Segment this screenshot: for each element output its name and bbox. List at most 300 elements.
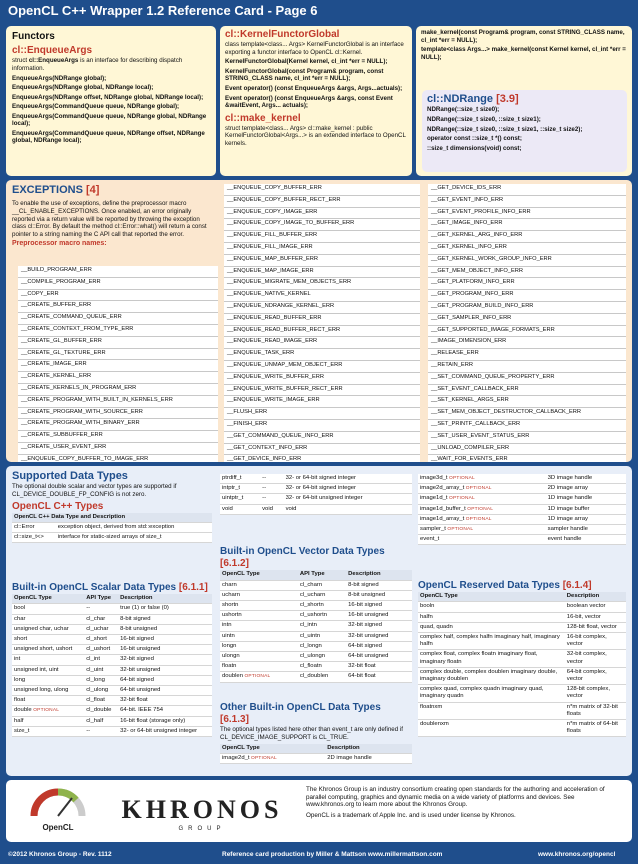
macro-name: __ENQUEUE_COPY_IMAGE_ERR (224, 208, 420, 220)
macro-name: __ENQUEUE_MAP_IMAGE_ERR (224, 267, 420, 279)
vector-row-cell: charn (220, 580, 298, 590)
ptr-row-cell: 32- or 64-bit signed integer (284, 484, 412, 494)
scalar-row-cell: cl_int (84, 655, 118, 665)
enqueueargs-signature: EnqueueArgs(NDRange global, NDRange local); (12, 84, 154, 92)
macro-list-2 (224, 184, 420, 462)
macro-name: __GET_MEM_OBJECT_INFO_ERR (428, 267, 626, 279)
ptr-table (220, 474, 412, 515)
reserved-row-cell: 16-bit, vector (565, 612, 626, 622)
macro-name: __ENQUEUE_FILL_IMAGE_ERR (224, 243, 420, 255)
cpp-types-table (12, 513, 212, 544)
enqueueargs-list (12, 75, 210, 146)
ptr-row-cell: ptrdiff_t (220, 474, 260, 484)
macro-name: __GET_PLATFORM_INFO_ERR (428, 278, 626, 290)
enqueueargs-title: cl::EnqueueArgs (12, 45, 93, 57)
reserved-row-cell: complex float, complex floatn imaginary float, imaginary floatn (418, 650, 565, 667)
page-footer (0, 846, 638, 864)
ndrange-signature: NDRange(::size_t size0); (427, 106, 500, 114)
functors-title: Functors (12, 31, 55, 42)
macro-name: __BUILD_PROGRAM_ERR (18, 266, 218, 278)
scalar-row-cell: short (12, 635, 84, 645)
image-row (418, 525, 626, 535)
reserved-row-cell: halfn (418, 612, 565, 622)
vector-row-cell: 8-bit signed (346, 580, 412, 590)
macro-name: __GET_KERNEL_ARG_INFO_ERR (428, 231, 626, 243)
kernel-functor-panel (220, 26, 412, 176)
make-kernel-title: cl::make_kernel (225, 112, 301, 124)
image-row-cell: sampler_t OPTIONAL (418, 525, 546, 535)
vector-row-cell: 32-bit signed (346, 621, 412, 631)
optional-badge: OPTIONAL (465, 506, 494, 512)
macro-name: __ENQUEUE_COPY_IMAGE_TO_BUFFER_ERR (224, 219, 420, 231)
ptr-section (220, 474, 412, 515)
footer-url[interactable]: www.khronos.org/opencl (538, 851, 616, 858)
image-row (418, 504, 626, 514)
macro-name: __ENQUEUE_TASK_ERR (224, 349, 420, 361)
scalar-row-cell: 16-bit unsigned (118, 645, 212, 655)
scalar-row-cell: 8-bit unsigned (118, 624, 212, 634)
other-desc: The optional types listed here other than event_t are only defined if CL_DEVICE_IMAGE_SUPPORT is CL_TRUE. (220, 726, 403, 741)
cpp-type-row (12, 522, 212, 532)
vector-row-cell: 16-bit unsigned (346, 611, 412, 621)
image-row-cell: image1d_array_t OPTIONAL (418, 514, 546, 524)
macro-name: __RELEASE_ERR (428, 349, 626, 361)
macro-name: __ENQUEUE_COPY_BUFFER_ERR (224, 184, 420, 196)
macro-name: __CREATE_USER_EVENT_ERR (18, 443, 218, 455)
scalar-row-cell: unsigned int, uint (12, 665, 84, 675)
scalar-row (12, 686, 212, 696)
scalar-row-cell: cl_long (84, 675, 118, 685)
scalar-section (12, 582, 212, 737)
scalar-row-cell: half (12, 716, 84, 726)
vector-row-cell: 32-bit float (346, 662, 412, 672)
scalar-row-cell: cl_uchar (84, 624, 118, 634)
image-row-cell: 1D image buffer (546, 504, 626, 514)
other-section (220, 702, 412, 764)
image-row-cell: 1D image array (546, 514, 626, 524)
macro-name: __CREATE_COMMAND_QUEUE_ERR (18, 313, 218, 325)
ptr-row-cell: uintptr_t (220, 494, 260, 504)
kernel-functor-signature: KernelFunctorGlobal(Kernel kernel, cl_int *err = NULL); (225, 58, 388, 66)
image-row-cell: event handle (546, 535, 626, 545)
vector-row-cell: cl_intn (298, 621, 346, 631)
scalar-row-cell: 16-bit signed (118, 635, 212, 645)
reserved-header: Description (565, 592, 626, 602)
scalar-row-cell: cl_ulong (84, 686, 118, 696)
cpp-type-row-cell: cl::Error (12, 522, 56, 532)
macro-name: __GET_EVENT_INFO_ERR (428, 196, 626, 208)
macro-name: __SET_PRINTF_CALLBACK_ERR (428, 420, 626, 432)
scalar-row (12, 696, 212, 706)
macro-name: __ENQUEUE_WRITE_BUFFER_ERR (224, 373, 420, 385)
cpp-type-row-cell: exception object, derived from std::exception (56, 522, 212, 532)
scalar-row-cell: 32- or 64-bit unsigned integer (118, 726, 212, 736)
scalar-row (12, 716, 212, 726)
macro-name: __COMPILE_PROGRAM_ERR (18, 278, 218, 290)
macro-name: __GET_PROGRAM_BUILD_INFO_ERR (428, 302, 626, 314)
scalar-row-cell: cl_short (84, 635, 118, 645)
reserved-row (418, 685, 626, 702)
reserved-row (418, 720, 626, 737)
macro-name: __GET_SUPPORTED_IMAGE_FORMATS_ERR (428, 326, 626, 338)
image-row (418, 484, 626, 494)
macro-name: __GET_DEVICE_INFO_ERR (224, 455, 420, 462)
ptr-row-cell: void (260, 504, 283, 514)
reserved-row (418, 650, 626, 667)
macro-name: __CREATE_CONTEXT_FROM_TYPE_ERR (18, 325, 218, 337)
trademark-text: OpenCL is a trademark of Apple Inc. and is used under license by Khronos. (306, 812, 516, 820)
macro-list-3 (428, 184, 626, 462)
other-row (220, 753, 412, 763)
image-row (418, 514, 626, 524)
ptr-row (220, 484, 412, 494)
khronos-logo (112, 794, 292, 833)
vector-row (220, 621, 412, 631)
image-row-cell: image1d_t OPTIONAL (418, 494, 546, 504)
scalar-row-cell: true (1) or false (0) (118, 604, 212, 614)
kernel-functor-title: cl::KernelFunctorGlobal (225, 29, 340, 40)
scalar-table (12, 594, 212, 737)
cpp-type-row-cell: interface for static-sized arrays of size_t (56, 533, 212, 543)
enqueueargs-signature: EnqueueArgs(NDRange global); (12, 74, 107, 82)
macro-name: __CREATE_KERNELS_IN_PROGRAM_ERR (18, 384, 218, 396)
macro-name: __CREATE_KERNEL_ERR (18, 372, 218, 384)
scalar-row (12, 604, 212, 614)
vector-row-cell: cl_floatn (298, 662, 346, 672)
enqueueargs-signature: EnqueueArgs(CommandQueue queue, NDRange offset, NDRange global, NDRange local); (12, 129, 205, 145)
ptr-row-cell: -- (260, 494, 283, 504)
other-header: Description (325, 744, 412, 754)
kernel-functor-list (225, 58, 407, 109)
macro-name: __SET_MEM_OBJECT_DESTRUCTOR_CALLBACK_ERR (428, 408, 626, 420)
scalar-row-cell: -- (84, 604, 118, 614)
scalar-title: Built-in OpenCL Scalar Data Types [6.1.1] (12, 582, 208, 593)
macro-name: __CREATE_IMAGE_ERR (18, 360, 218, 372)
scalar-row-cell: cl_double (84, 706, 118, 716)
scalar-row (12, 645, 212, 655)
ndrange-panel (422, 90, 627, 172)
ptr-row-cell: 32- or 64-bit signed integer (284, 474, 412, 484)
vector-header: Description (346, 570, 412, 580)
reserved-row-cell: n*m matrix of 64-bit floats (565, 720, 626, 737)
reserved-row (418, 602, 626, 612)
scalar-row-cell: bool (12, 604, 84, 614)
ndrange-title: cl::NDRange [3.9] (427, 93, 519, 105)
macro-name: __ENQUEUE_WRITE_BUFFER_RECT_ERR (224, 385, 420, 397)
cpp-types-header: OpenCL C++ Data Type and Description (12, 513, 212, 523)
macro-name: __FLUSH_ERR (224, 408, 420, 420)
ndrange-signature: ::size_t dimensions(void) const; (427, 144, 522, 152)
vector-row-cell: cl_charn (298, 580, 346, 590)
ptr-row-cell: -- (260, 484, 283, 494)
khronos-wordmark: KHRONOS (121, 795, 283, 824)
macro-name: __ENQUEUE_READ_IMAGE_ERR (224, 337, 420, 349)
image-row-cell: event_t (418, 535, 546, 545)
make-kernel-desc: struct template<class... Args> cl::make_kernel : public KernelFunctorGlobal<Args...> is an extended interface to OpenCL kernels. (225, 124, 406, 147)
scalar-row-cell: float (12, 696, 84, 706)
vector-row-cell: 64-bit unsigned (346, 652, 412, 662)
reserved-row-cell: complex half, complex halfn imaginary half, imaginary halfn (418, 633, 565, 650)
ptr-row-cell: 32- or 64-bit unsigned integer (284, 494, 412, 504)
scalar-row-cell: 16-bit float (storage only) (118, 716, 212, 726)
scalar-row-cell: unsigned long, ulong (12, 686, 84, 696)
reserved-row-cell: 16-bit complex, vector (565, 633, 626, 650)
enqueueargs-signature: EnqueueArgs(CommandQueue queue, NDRange global, NDRange local); (12, 112, 207, 128)
vector-row-cell: 8-bit unsigned (346, 590, 412, 600)
vector-row-cell: cl_ushortn (298, 611, 346, 621)
macro-name: __CREATE_PROGRAM_WITH_BINARY_ERR (18, 419, 218, 431)
opencl-logo (28, 786, 88, 836)
optional-badge: OPTIONAL (31, 708, 60, 714)
footer-copyright: ©2012 Khronos Group - Rev. 1112 (8, 851, 112, 858)
vector-row (220, 611, 412, 621)
scalar-row-cell: 64-bit signed (118, 675, 212, 685)
macro-name: __ENQUEUE_FILL_BUFFER_ERR (224, 231, 420, 243)
vector-row-cell: uintn (220, 631, 298, 641)
vector-row-cell: cl_shortn (298, 600, 346, 610)
vector-row-cell: 16-bit signed (346, 600, 412, 610)
kernel-functor-signature: KernelFunctorGlobal(const Program& program, const STRING_CLASS name, cl_int *err = NULL); (225, 67, 384, 83)
image-row-cell: 1D image handle (546, 494, 626, 504)
ptr-row (220, 474, 412, 484)
scalar-row (12, 726, 212, 736)
reserved-section (418, 580, 626, 737)
scalar-row-cell: -- (84, 726, 118, 736)
scalar-row-cell: 32-bit float (118, 696, 212, 706)
macro-name: __WAIT_FOR_EVENTS_ERR (428, 455, 626, 462)
image-row-cell: image3d_t OPTIONAL (418, 474, 546, 484)
reserved-row (418, 622, 626, 632)
ptr-row-cell: void (220, 504, 260, 514)
kernel-functor-signature: Event operator() (const EnqueueArgs &args, const Event &waitEvent, Args... actuals); (225, 94, 393, 110)
other-row-cell: 2D image handle (325, 753, 412, 763)
vector-row (220, 641, 412, 651)
vector-row-cell: 64-bit float (346, 672, 412, 682)
vector-row (220, 580, 412, 590)
optional-badge: OPTIONAL (464, 516, 492, 522)
macro-name: __FINISH_ERR (224, 420, 420, 432)
cpp-type-row (12, 533, 212, 543)
vector-row (220, 590, 412, 600)
scalar-row-cell: cl_char (84, 614, 118, 624)
macro-name: __GET_DEVICE_IDS_ERR (428, 184, 626, 196)
macro-name: __CREATE_GL_BUFFER_ERR (18, 337, 218, 349)
scalar-row-cell: 32-bit unsigned (118, 665, 212, 675)
kernel-functor-signature: Event operator() (const EnqueueArgs &args, Args...actuals); (225, 85, 403, 92)
scalar-row-cell: 8-bit signed (118, 614, 212, 624)
macro-name: __ENQUEUE_NATIVE_KERNEL (224, 290, 420, 302)
enqueueargs-signature: EnqueueArgs(NDRange offset, NDRange global, NDRange local); (12, 93, 204, 101)
macro-name: __CREATE_GL_TEXTURE_ERR (18, 349, 218, 361)
vector-row (220, 672, 412, 682)
ptr-row-cell: -- (260, 474, 283, 484)
other-title: Other Built-in OpenCL Data Types [6.1.3] (220, 702, 381, 726)
make-kernel-signature: template<class Args...> make_kernel(const Kernel kernel, cl_int *err = NULL); (421, 46, 626, 61)
vector-row-cell: 64-bit signed (346, 641, 412, 651)
reserved-row-cell: n*m matrix of 32-bit floats (565, 702, 626, 719)
ptr-row-cell: void (284, 504, 412, 514)
image-table (418, 474, 626, 545)
macro-name: __ENQUEUE_COPY_BUFFER_TO_IMAGE_ERR (18, 455, 218, 462)
scalar-row-cell: cl_float (84, 696, 118, 706)
about-text: The Khronos Group is an industry consortium creating open standards for the authoring and acceleration of parallel computing, graphics and dynamic media on a wide variety of platforms and devices. See www.khronos.org to learn more about the Khronos Group. (306, 786, 605, 809)
reserved-row-cell: complex double, complex doublen imaginary double, imaginary doublen (418, 667, 565, 684)
khronos-group-text: GROUP (178, 825, 226, 832)
supported-head (12, 470, 212, 543)
scalar-row (12, 675, 212, 685)
macro-name: __ENQUEUE_COPY_BUFFER_RECT_ERR (224, 196, 420, 208)
cpp-types-title: OpenCL C++ Types (12, 500, 104, 512)
khronos-box (6, 780, 632, 842)
scalar-row (12, 706, 212, 716)
vector-row-cell: cl_uintn (298, 631, 346, 641)
scalar-row-cell: cl_ushort (84, 645, 118, 655)
optional-badge: OPTIONAL (447, 496, 475, 502)
macro-name: __GET_IMAGE_INFO_ERR (428, 219, 626, 231)
reserved-row (418, 633, 626, 650)
other-table (220, 744, 412, 764)
macro-name: __ENQUEUE_MAP_BUFFER_ERR (224, 255, 420, 267)
macro-name: __ENQUEUE_READ_BUFFER_ERR (224, 314, 420, 326)
macro-name: __CREATE_PROGRAM_WITH_SOURCE_ERR (18, 408, 218, 420)
reserved-row-cell: booln (418, 602, 565, 612)
macro-name: __SET_EVENT_CALLBACK_ERR (428, 385, 626, 397)
scalar-row-cell: unsigned short, ushort (12, 645, 84, 655)
macro-name: __COPY_ERR (18, 290, 218, 302)
optional-badge: OPTIONAL (447, 476, 475, 481)
vector-row (220, 631, 412, 641)
ptr-row (220, 494, 412, 504)
macro-name: __GET_CONTEXT_INFO_ERR (224, 444, 420, 456)
macro-list-1 (18, 266, 218, 462)
image-row (418, 535, 626, 545)
ndrange-signature: NDRange(::size_t size0, ::size_t size1, ::size_t size2); (427, 125, 583, 133)
vector-row (220, 662, 412, 672)
macro-name: __SET_COMMAND_QUEUE_PROPERTY_ERR (428, 373, 626, 385)
scalar-header: Description (118, 594, 212, 604)
scalar-header: OpenCL Type (12, 594, 84, 604)
image-row-cell: image1d_buffer_t OPTIONAL (418, 504, 546, 514)
vector-row-cell: cl_ucharn (298, 590, 346, 600)
reserved-table (418, 592, 626, 737)
vector-row-cell: cl_longn (298, 641, 346, 651)
vector-row (220, 600, 412, 610)
vector-row-cell: 32-bit unsigned (346, 631, 412, 641)
optional-badge: OPTIONAL (249, 755, 277, 761)
scalar-header: API Type (84, 594, 118, 604)
ndrange-signature: operator const ::size_t *() const; (427, 135, 522, 143)
macro-name: __ENQUEUE_READ_BUFFER_RECT_ERR (224, 326, 420, 338)
supported-title: Supported Data Types (12, 470, 128, 482)
reserved-row-cell: 64-bit complex, vector (565, 667, 626, 684)
scalar-row-cell: long (12, 675, 84, 685)
scalar-row-cell: 64-bit. IEEE 754 (118, 706, 212, 716)
vector-row-cell: ushortn (220, 611, 298, 621)
reserved-row-cell: floatnxm (418, 702, 565, 719)
image-row (418, 494, 626, 504)
vector-row-cell: cl_ulongn (298, 652, 346, 662)
scalar-row (12, 655, 212, 665)
scalar-row-cell: double OPTIONAL (12, 706, 84, 716)
optional-badge: OPTIONAL (242, 674, 271, 680)
data-types-panel (6, 466, 632, 776)
scalar-row-cell: int (12, 655, 84, 665)
reserved-title: OpenCL Reserved Data Types [6.1.4] (418, 580, 592, 591)
scalar-row-cell: char (12, 614, 84, 624)
macro-name: __CREATE_BUFFER_ERR (18, 301, 218, 313)
exceptions-desc: To enable the use of exceptions, define the preprocessor macro __CL_ENABLE_EXCEPTIONS. Once enabled, an error originally reported via a return value will be reported by throwing the exception class cl::Error. By default the method cl::Error::what() will return a const pointer to a string naming the C API call that reported the error. (12, 200, 207, 238)
macro-name: __GET_SAMPLER_INFO_ERR (428, 314, 626, 326)
macro-name: __RETAIN_ERR (428, 361, 626, 373)
vector-header: OpenCL Type (220, 570, 298, 580)
ptr-row-cell: intptr_t (220, 484, 260, 494)
macro-name: __ENQUEUE_NDRANGE_KERNEL_ERR (224, 302, 420, 314)
make-kernel-panel (416, 26, 632, 176)
vector-row-cell: doublen OPTIONAL (220, 672, 298, 682)
scalar-row-cell: cl_half (84, 716, 118, 726)
vector-row (220, 652, 412, 662)
ptr-row (220, 504, 412, 514)
scalar-row (12, 665, 212, 675)
scalar-row-cell: cl_uint (84, 665, 118, 675)
vector-row-cell: shortn (220, 600, 298, 610)
make-kernel-signature: make_kernel(const Program& program, const STRING_CLASS name, cl_int *err = NULL); (421, 29, 625, 44)
macro-name: __CREATE_PROGRAM_WITH_BUILT_IN_KERNELS_ERR (18, 396, 218, 408)
reserved-row-cell: doublenxm (418, 720, 565, 737)
image-row-cell: sampler handle (546, 525, 626, 535)
ndrange-signature: NDRange(::size_t size0, ::size_t size1); (427, 115, 541, 123)
scalar-row-cell: size_t (12, 726, 84, 736)
enqueueargs-signature: EnqueueArgs(CommandQueue queue, NDRange global); (12, 103, 180, 111)
image-row-cell: image2d_array_t OPTIONAL (418, 484, 546, 494)
vector-row-cell: cl_doublen (298, 672, 346, 682)
macro-title: Preprocessor macro names: (12, 240, 107, 248)
scalar-row (12, 635, 212, 645)
macro-name: __SET_KERNEL_ARGS_ERR (428, 396, 626, 408)
vector-row-cell: floatn (220, 662, 298, 672)
footer-production: Reference card production by Miller & Mattson www.millermattson.com (222, 851, 443, 858)
image-row-cell: 2D image array (546, 484, 626, 494)
kernel-functor-desc: class template<class... Args> KernelFunctorGlobal is an interface exporting a functor interface to OpenCL cl::Kernel. (225, 41, 404, 56)
reserved-row-cell: boolean vector (565, 602, 626, 612)
macro-name: __GET_EVENT_PROFILE_INFO_ERR (428, 208, 626, 220)
reserved-row (418, 667, 626, 684)
scalar-row-cell: unsigned char, uchar (12, 624, 84, 634)
image-row-cell: 3D image handle (546, 474, 626, 484)
other-header: OpenCL Type (220, 744, 325, 754)
macro-name: __GET_KERNEL_WORK_GROUP_INFO_ERR (428, 255, 626, 267)
scalar-row (12, 624, 212, 634)
macro-name: __ENQUEUE_UNMAP_MEM_OBJECT_ERR (224, 361, 420, 373)
optional-badge: OPTIONAL (464, 486, 492, 492)
macro-name: __IMAGE_DIMENSION_ERR (428, 337, 626, 349)
vector-row-cell: ucharn (220, 590, 298, 600)
reserved-row-cell: 32-bit complex, vector (565, 650, 626, 667)
page-title: OpenCL C++ Wrapper 1.2 Reference Card - Page 6 (0, 0, 638, 22)
macro-name: __GET_COMMAND_QUEUE_INFO_ERR (224, 432, 420, 444)
supported-desc: The optional double scalar and vector types are supported if CL_DEVICE_DOUBLE_FP_CONFIG is not zero. (12, 483, 177, 498)
vector-section (220, 546, 412, 683)
macro-name: __GET_KERNEL_INFO_ERR (428, 243, 626, 255)
vector-row-cell: intn (220, 621, 298, 631)
macro-name: __CREATE_SUBBUFFER_ERR (18, 431, 218, 443)
macro-name: __ENQUEUE_WRITE_IMAGE_ERR (224, 396, 420, 408)
macro-name: __GET_PROGRAM_INFO_ERR (428, 290, 626, 302)
reserved-row-cell: complex quad, complex quadn imaginary quad, imaginary quadn (418, 685, 565, 702)
exceptions-title: EXCEPTIONS [4] (12, 184, 100, 196)
reserved-row (418, 702, 626, 719)
reserved-header: OpenCL Type (418, 592, 565, 602)
